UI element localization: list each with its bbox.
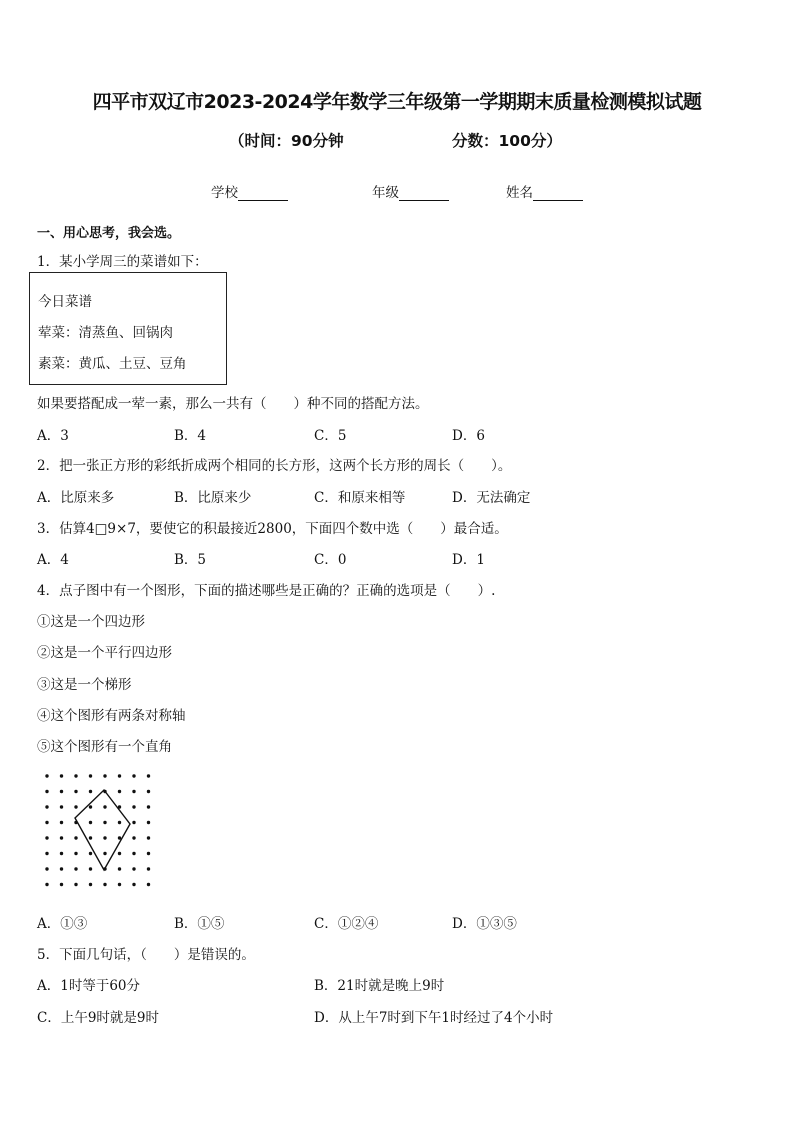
grid-dot bbox=[147, 883, 150, 886]
kite-shape bbox=[75, 790, 130, 870]
grid-dot bbox=[89, 774, 92, 777]
grid-dot bbox=[89, 867, 92, 870]
dot-grid-figure bbox=[40, 770, 160, 892]
menu-veg: 素菜：黄瓜、土豆、豆角 bbox=[38, 356, 187, 372]
grid-dot bbox=[45, 852, 48, 855]
q1-option-c[interactable]: C．5 bbox=[314, 428, 347, 444]
menu-box bbox=[29, 272, 227, 385]
q4-statement-2: ②这是一个平行四边形 bbox=[37, 645, 172, 661]
school-field bbox=[211, 181, 288, 201]
school-label: 学校 bbox=[211, 185, 238, 201]
grid-dot bbox=[103, 821, 106, 824]
name-field bbox=[506, 181, 583, 201]
q5-option-d[interactable]: D．从上午7时到下午1时经过了4个小时 bbox=[314, 1010, 554, 1026]
grid-dot bbox=[60, 883, 63, 886]
q3-option-c[interactable]: C．0 bbox=[314, 552, 347, 568]
grid-dot bbox=[45, 774, 48, 777]
grid-dot bbox=[74, 774, 77, 777]
grid-dot bbox=[103, 883, 106, 886]
q4-option-a[interactable]: A．①③ bbox=[37, 916, 88, 932]
grade-label: 年级 bbox=[372, 185, 399, 201]
grid-dot bbox=[45, 867, 48, 870]
grid-dot bbox=[132, 805, 135, 808]
grid-dot bbox=[89, 790, 92, 793]
grid-dot bbox=[118, 852, 121, 855]
grid-dot bbox=[60, 774, 63, 777]
q3-option-a[interactable]: A．4 bbox=[37, 552, 69, 568]
q1-option-b[interactable]: B．4 bbox=[174, 428, 207, 444]
q2-option-d[interactable]: D．无法确定 bbox=[452, 490, 531, 506]
grid-dot bbox=[132, 867, 135, 870]
grid-dot bbox=[103, 774, 106, 777]
q1-option-a[interactable]: A．3 bbox=[37, 428, 69, 444]
grid-dot bbox=[118, 883, 121, 886]
grid-dots bbox=[45, 774, 150, 886]
grid-dot bbox=[60, 836, 63, 839]
q3-option-d[interactable]: D．1 bbox=[452, 552, 485, 568]
grid-dot bbox=[74, 883, 77, 886]
grid-dot bbox=[89, 852, 92, 855]
grid-dot bbox=[147, 867, 150, 870]
grid-dot bbox=[89, 836, 92, 839]
grid-dot bbox=[132, 774, 135, 777]
grid-dot bbox=[118, 867, 121, 870]
q4-statement-4: ④这个图形有两条对称轴 bbox=[37, 708, 186, 724]
grid-dot bbox=[132, 836, 135, 839]
grade-blank bbox=[399, 186, 449, 201]
q1-option-d[interactable]: D．6 bbox=[452, 428, 485, 444]
q2-stem: 2．把一张正方形的彩纸折成两个相同的长方形，这两个长方形的周长（ ）。 bbox=[37, 458, 512, 474]
q5-option-c[interactable]: C．上午9时就是9时 bbox=[37, 1010, 160, 1026]
grid-dot bbox=[118, 790, 121, 793]
q4-option-c[interactable]: C．①②④ bbox=[314, 916, 379, 932]
q5-option-b[interactable]: B．21时就是晚上9时 bbox=[314, 978, 445, 994]
grid-dot bbox=[147, 805, 150, 808]
grid-dot bbox=[60, 790, 63, 793]
grid-dot bbox=[45, 805, 48, 808]
exam-score: 分数：100分） bbox=[452, 132, 562, 150]
grid-dot bbox=[60, 821, 63, 824]
menu-title: 今日菜谱 bbox=[38, 294, 92, 310]
grid-dot bbox=[74, 867, 77, 870]
grid-dot bbox=[118, 774, 121, 777]
grid-dot bbox=[74, 805, 77, 808]
grid-dot bbox=[60, 805, 63, 808]
name-blank bbox=[533, 186, 583, 201]
q4-stem: 4．点子图中有一个图形，下面的描述哪些是正确的？正确的选项是（ ）. bbox=[37, 583, 496, 599]
q2-option-b[interactable]: B．比原来少 bbox=[174, 490, 252, 506]
grid-dot bbox=[74, 852, 77, 855]
grid-dot bbox=[103, 852, 106, 855]
grid-dot bbox=[132, 821, 135, 824]
q4-statement-5: ⑤这个图形有一个直角 bbox=[37, 739, 172, 755]
exam-title: 四平市双辽市2023-2024学年数学三年级第一学期期末质量检测模拟试题 bbox=[92, 91, 702, 113]
q4-option-b[interactable]: B．①⑤ bbox=[174, 916, 225, 932]
grid-dot bbox=[147, 852, 150, 855]
q4-statement-3: ③这是一个梯形 bbox=[37, 677, 132, 693]
q2-option-a[interactable]: A．比原来多 bbox=[37, 490, 115, 506]
exam-time: （时间：90分钟 bbox=[229, 132, 344, 150]
grid-dot bbox=[45, 836, 48, 839]
grade-field bbox=[372, 181, 449, 201]
q1-stem: 1．某小学周三的菜谱如下： bbox=[37, 254, 208, 270]
grid-dot bbox=[103, 805, 106, 808]
grid-dot bbox=[103, 836, 106, 839]
grid-dot bbox=[147, 774, 150, 777]
name-label: 姓名 bbox=[506, 185, 533, 201]
q5-option-a[interactable]: A．1时等于60分 bbox=[37, 978, 141, 994]
grid-dot bbox=[89, 821, 92, 824]
grid-dot bbox=[89, 883, 92, 886]
q3-option-b[interactable]: B．5 bbox=[174, 552, 207, 568]
grid-dot bbox=[147, 790, 150, 793]
grid-dot bbox=[74, 836, 77, 839]
q2-option-c[interactable]: C．和原来相等 bbox=[314, 490, 406, 506]
section-title: 一、用心思考，我会选。 bbox=[37, 226, 181, 241]
menu-meat: 荤菜：清蒸鱼、回锅肉 bbox=[38, 325, 173, 341]
grid-dot bbox=[132, 883, 135, 886]
q4-option-d[interactable]: D．①③⑤ bbox=[452, 916, 517, 932]
grid-dot bbox=[118, 821, 121, 824]
q5-stem: 5．下面几句话，（ ）是错误的。 bbox=[37, 947, 255, 963]
grid-dot bbox=[132, 852, 135, 855]
q4-statement-1: ①这是一个四边形 bbox=[37, 614, 145, 630]
grid-dot bbox=[45, 790, 48, 793]
grid-dot bbox=[60, 852, 63, 855]
q1-question: 如果要搭配成一荤一素，那么一共有（ ）种不同的搭配方法。 bbox=[37, 396, 429, 412]
school-blank bbox=[238, 186, 288, 201]
grid-dot bbox=[45, 821, 48, 824]
grid-dot bbox=[89, 805, 92, 808]
grid-dot bbox=[60, 867, 63, 870]
grid-dot bbox=[147, 836, 150, 839]
q3-stem: 3．估算4□9×7，要使它的积最接近2800，下面四个数中选（ ）最合适。 bbox=[37, 521, 508, 537]
grid-dot bbox=[147, 821, 150, 824]
grid-dot bbox=[132, 790, 135, 793]
grid-dot bbox=[45, 883, 48, 886]
grid-dot bbox=[74, 790, 77, 793]
